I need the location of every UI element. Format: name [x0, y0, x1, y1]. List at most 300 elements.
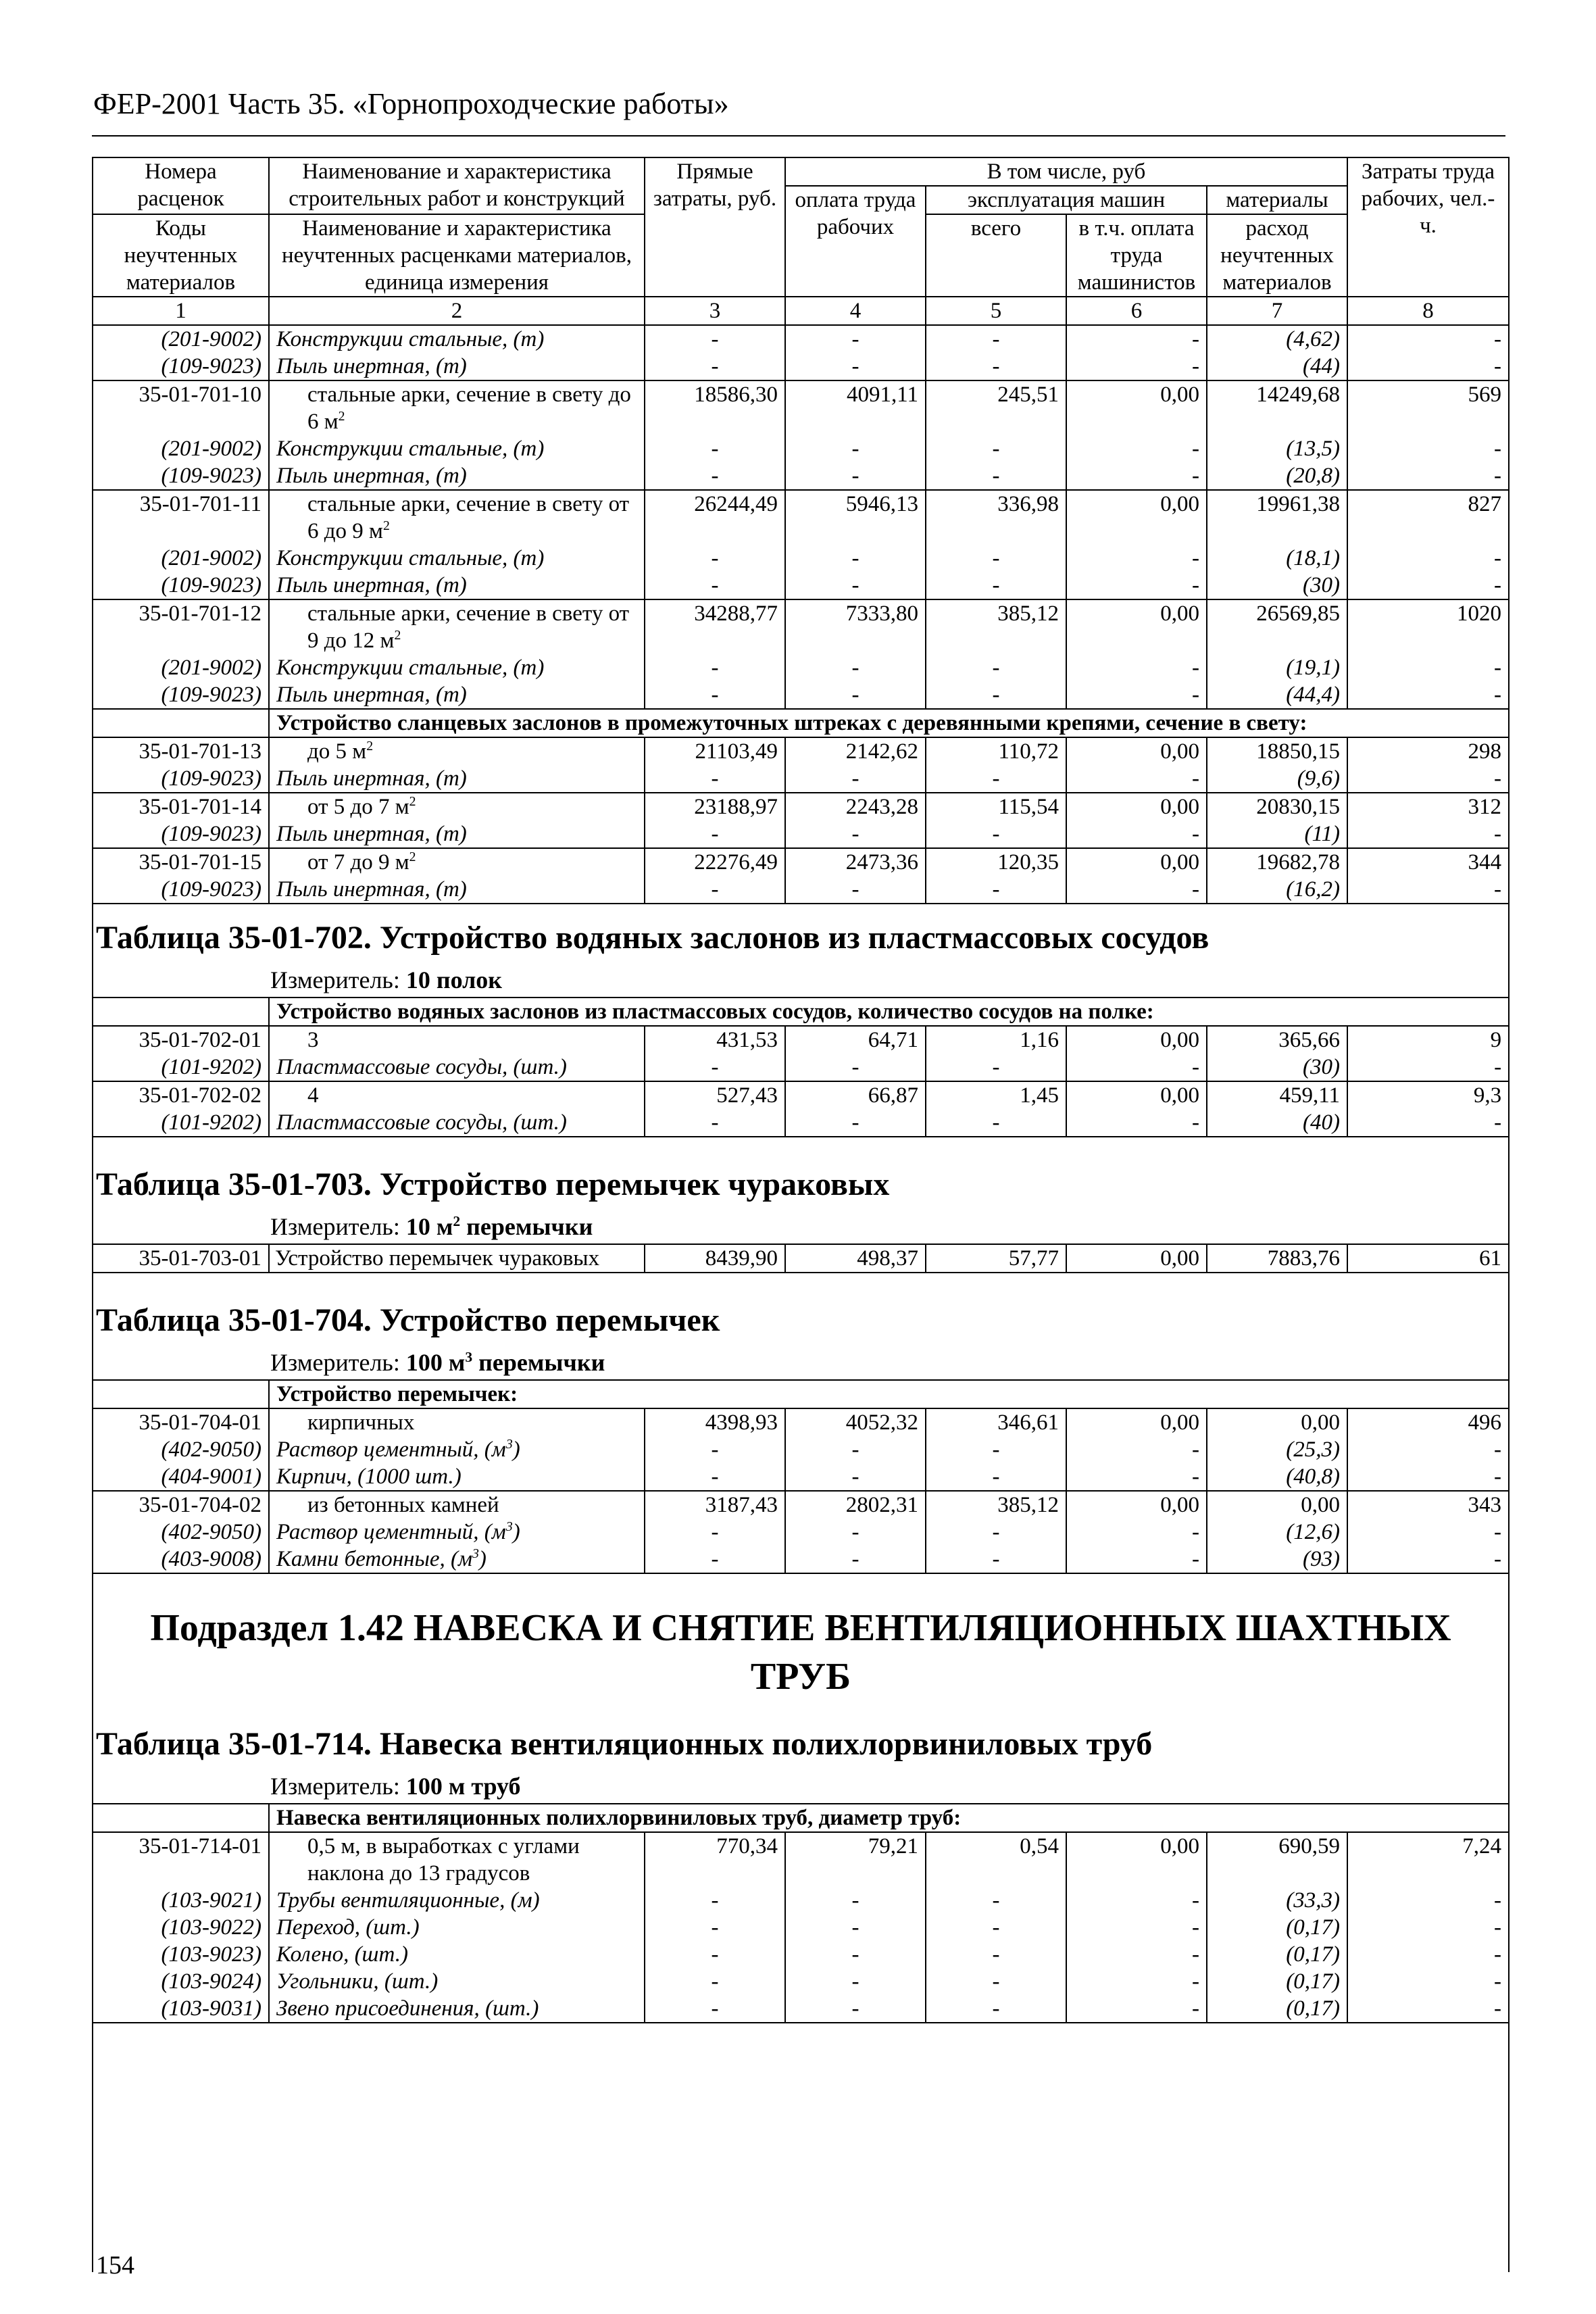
material-name-cell: Пыль инертная, (т) — [269, 353, 645, 380]
machinist-wages-cell: 0,00 — [1066, 599, 1207, 654]
labor-hours-cell: - — [1347, 462, 1508, 490]
rate-code-cell: 35-01-701-10 — [93, 380, 269, 435]
machines-total-cell: - — [926, 1968, 1066, 1995]
wages-cell: 79,21 — [785, 1832, 926, 1887]
machinist-wages-cell: - — [1066, 1463, 1207, 1491]
header-work-name: Наименование и характеристика строительных работ и конструкций — [269, 157, 645, 214]
machinist-wages-cell: - — [1066, 1914, 1207, 1941]
rate-row — [93, 1244, 1508, 1273]
machinist-wages-cell: - — [1066, 1968, 1207, 1995]
material-row — [93, 572, 1508, 599]
work-name-cell: 3 — [269, 1026, 645, 1054]
labor-hours-cell: - — [1347, 435, 1508, 462]
materials-cell: (40) — [1207, 1109, 1347, 1137]
labor-hours-cell: - — [1347, 1054, 1508, 1081]
materials-cell: (93) — [1207, 1546, 1347, 1573]
column-number: 5 — [926, 297, 1066, 325]
wages-cell: - — [785, 1995, 926, 2023]
machines-total-cell: - — [926, 1941, 1066, 1968]
material-name-cell: Камни бетонные, $(м^3)$ — [269, 1546, 645, 1573]
machinist-wages-cell: 0,00 — [1066, 490, 1207, 545]
header-rule — [92, 135, 1505, 137]
machinist-wages-cell: - — [1066, 1519, 1207, 1546]
machines-total-cell: 57,77 — [926, 1244, 1066, 1273]
material-code-cell: (402-9050) — [93, 1519, 269, 1546]
materials-cell: 19682,78 — [1207, 848, 1347, 876]
direct-costs-cell: - — [645, 1109, 785, 1137]
wages-cell: - — [785, 545, 926, 572]
materials-cell: 7883,76 — [1207, 1244, 1347, 1273]
rate-code-cell: 35-01-704-01 — [93, 1408, 269, 1436]
measure-value: 100 $м^3$ перемычки — [405, 1349, 605, 1376]
materials-cell: (19,1) — [1207, 654, 1347, 681]
column-number: 7 — [1207, 297, 1347, 325]
wages-cell: 498,37 — [785, 1244, 926, 1273]
materials-cell: (30) — [1207, 1054, 1347, 1081]
rate-row — [93, 1081, 1508, 1109]
direct-costs-cell: - — [645, 325, 785, 353]
wages-cell: - — [785, 1546, 926, 1573]
measure-702 — [93, 966, 1508, 997]
direct-costs-cell: - — [645, 1546, 785, 1573]
wages-cell: - — [785, 681, 926, 709]
machines-total-cell: 115,54 — [926, 793, 1066, 820]
machines-total-cell: - — [926, 1546, 1066, 1573]
header-direct-costs: Прямые затраты, руб. — [645, 157, 785, 297]
direct-costs-cell: 527,43 — [645, 1081, 785, 1109]
machinist-wages-cell: - — [1066, 1054, 1207, 1081]
column-numbers-row — [93, 297, 1508, 325]
labor-hours-cell: 312 — [1347, 793, 1508, 820]
direct-costs-cell: - — [645, 681, 785, 709]
material-row — [93, 765, 1508, 793]
work-name-cell: стальные арки, сечение в свету от 9 до 12 $м^2$ — [269, 599, 645, 654]
machinist-wages-cell: 0,00 — [1066, 1408, 1207, 1436]
materials-cell: (11) — [1207, 820, 1347, 848]
rate-code-cell: 35-01-714-01 — [93, 1832, 269, 1887]
machines-total-cell: 1,45 — [926, 1081, 1066, 1109]
machinist-wages-cell: 0,00 — [1066, 380, 1207, 435]
header-labor: Затраты труда рабочих, чел.-ч. — [1347, 157, 1508, 297]
material-name-cell: Пыль инертная, (т) — [269, 681, 645, 709]
work-name-cell: до 5 $м^2$ — [269, 737, 645, 765]
work-name-cell: Устройство перемычек чураковых — [269, 1244, 645, 1273]
measure-value: 10 $м^2$ перемычки — [405, 1213, 593, 1240]
material-name-cell: Кирпич, (1000 шт.) — [269, 1463, 645, 1491]
work-name-cell: стальные арки, сечение в свету до 6 $м^2$ — [269, 380, 645, 435]
rate-row — [93, 793, 1508, 820]
table-title-702: Таблица 35-01-702. Устройство водяных заслонов из пластмассовых сосудов — [96, 920, 1210, 956]
direct-costs-cell: 23188,97 — [645, 793, 785, 820]
header-rate-numbers: Номера расценок — [93, 157, 269, 214]
material-name-cell: Звено присоединения, (шт.) — [269, 1995, 645, 2023]
machines-total-cell: 346,61 — [926, 1408, 1066, 1436]
material-name-cell: Раствор цементный, $(м^3)$ — [269, 1519, 645, 1546]
direct-costs-cell: - — [645, 1887, 785, 1914]
rate-row — [93, 380, 1508, 435]
group-heading-704: Устройство перемычек: — [269, 1380, 1508, 1408]
material-row — [93, 353, 1508, 380]
rates-table-714 — [93, 1803, 1508, 2023]
wages-cell: - — [785, 572, 926, 599]
machinist-wages-cell: - — [1066, 765, 1207, 793]
measure-value: 100 м труб — [405, 1773, 521, 1800]
labor-hours-cell: 343 — [1347, 1491, 1508, 1519]
machinist-wages-cell: 0,00 — [1066, 737, 1207, 765]
direct-costs-cell: - — [645, 1463, 785, 1491]
machines-total-cell: - — [926, 572, 1066, 599]
column-number: 4 — [785, 297, 926, 325]
machines-total-cell: - — [926, 1109, 1066, 1137]
labor-hours-cell: - — [1347, 1436, 1508, 1463]
material-code-cell: (103-9021) — [93, 1887, 269, 1914]
rates-table-702 — [93, 997, 1508, 1137]
labor-hours-cell: 9 — [1347, 1026, 1508, 1054]
machinist-wages-cell: - — [1066, 572, 1207, 599]
direct-costs-cell: - — [645, 765, 785, 793]
machinist-wages-cell: 0,00 — [1066, 1026, 1207, 1054]
labor-hours-cell: 9,3 — [1347, 1081, 1508, 1109]
labor-hours-cell: - — [1347, 1968, 1508, 1995]
labor-hours-cell: - — [1347, 572, 1508, 599]
section-title: Подраздел 1.42 НАВЕСКА И СНЯТИЕ ВЕНТИЛЯЦИОННЫХ ШАХТНЫХ ТРУБ — [150, 1607, 1451, 1698]
materials-cell: (25,3) — [1207, 1436, 1347, 1463]
rate-code-cell: 35-01-701-12 — [93, 599, 269, 654]
direct-costs-cell: - — [645, 1054, 785, 1081]
material-code-cell: (201-9002) — [93, 325, 269, 353]
group-heading-row — [93, 709, 1508, 737]
direct-costs-cell: - — [645, 1968, 785, 1995]
rate-row — [93, 1408, 1508, 1436]
rate-code-cell: 35-01-702-01 — [93, 1026, 269, 1054]
rate-row — [93, 848, 1508, 876]
rate-code-cell: 35-01-701-14 — [93, 793, 269, 820]
direct-costs-cell: - — [645, 435, 785, 462]
materials-cell: 690,59 — [1207, 1832, 1347, 1887]
machines-total-cell: - — [926, 1887, 1066, 1914]
materials-cell: (0,17) — [1207, 1968, 1347, 1995]
direct-costs-cell: - — [645, 1941, 785, 1968]
material-code-cell: (404-9001) — [93, 1463, 269, 1491]
machines-total-cell: - — [926, 876, 1066, 904]
materials-cell: 365,66 — [1207, 1026, 1347, 1054]
machinist-wages-cell: 0,00 — [1066, 1832, 1207, 1887]
machines-total-cell: 385,12 — [926, 1491, 1066, 1519]
machines-total-cell: - — [926, 545, 1066, 572]
material-code-cell: (109-9023) — [93, 572, 269, 599]
direct-costs-cell: 4398,93 — [645, 1408, 785, 1436]
labor-hours-cell: 1020 — [1347, 599, 1508, 654]
machinist-wages-cell: 0,00 — [1066, 793, 1207, 820]
measure-714 — [93, 1772, 1508, 1803]
material-name-cell: Пластмассовые сосуды, (шт.) — [269, 1054, 645, 1081]
column-number: 2 — [269, 297, 645, 325]
wages-cell: - — [785, 1054, 926, 1081]
material-row — [93, 1109, 1508, 1137]
direct-costs-cell: 431,53 — [645, 1026, 785, 1054]
machines-total-cell: - — [926, 325, 1066, 353]
material-row — [93, 462, 1508, 490]
material-code-cell: (109-9023) — [93, 876, 269, 904]
machines-total-cell: - — [926, 1436, 1066, 1463]
material-code-cell: (109-9023) — [93, 681, 269, 709]
wages-cell: - — [785, 325, 926, 353]
wages-cell: - — [785, 462, 926, 490]
machinist-wages-cell: - — [1066, 1887, 1207, 1914]
main-content — [92, 157, 1510, 2272]
machinist-wages-cell: - — [1066, 325, 1207, 353]
material-row — [93, 876, 1508, 904]
machines-total-cell: 336,98 — [926, 490, 1066, 545]
rate-code-cell: 35-01-701-15 — [93, 848, 269, 876]
machines-total-cell: - — [926, 1914, 1066, 1941]
machines-total-cell: 1,16 — [926, 1026, 1066, 1054]
material-code-cell: (201-9002) — [93, 545, 269, 572]
work-name-cell: 0,5 м, в выработках с углами наклона до 13 градусов — [269, 1832, 645, 1887]
machines-total-cell: - — [926, 1519, 1066, 1546]
material-name-cell: Пыль инертная, (т) — [269, 820, 645, 848]
measure-704 — [93, 1348, 1508, 1379]
labor-hours-cell: - — [1347, 353, 1508, 380]
labor-hours-cell: - — [1347, 1941, 1508, 1968]
direct-costs-cell: 22276,49 — [645, 848, 785, 876]
column-number: 3 — [645, 297, 785, 325]
rate-code-cell: 35-01-701-11 — [93, 490, 269, 545]
column-number: 8 — [1347, 297, 1508, 325]
materials-cell: (30) — [1207, 572, 1347, 599]
labor-hours-cell: - — [1347, 1519, 1508, 1546]
wages-cell: - — [785, 1914, 926, 1941]
materials-cell: 459,11 — [1207, 1081, 1347, 1109]
materials-cell: (33,3) — [1207, 1887, 1347, 1914]
wages-cell: - — [785, 1887, 926, 1914]
header-group: В том числе, руб — [785, 157, 1347, 186]
machines-total-cell: - — [926, 654, 1066, 681]
rate-row — [93, 1026, 1508, 1054]
work-name-cell: от 5 до 7 $м^2$ — [269, 793, 645, 820]
measure-703 — [93, 1212, 1508, 1244]
material-code-cell: (103-9023) — [93, 1941, 269, 1968]
header-material-consumption: расход неучтенных материалов — [1207, 214, 1347, 297]
direct-costs-cell: - — [645, 654, 785, 681]
materials-cell: (12,6) — [1207, 1519, 1347, 1546]
labor-hours-cell: 344 — [1347, 848, 1508, 876]
labor-hours-cell: - — [1347, 765, 1508, 793]
material-code-cell: (103-9022) — [93, 1914, 269, 1941]
machinist-wages-cell: - — [1066, 1995, 1207, 2023]
material-name-cell: Колено, (шт.) — [269, 1941, 645, 1968]
rate-code-cell: 35-01-702-02 — [93, 1081, 269, 1109]
machines-total-cell: - — [926, 353, 1066, 380]
materials-cell: 20830,15 — [1207, 793, 1347, 820]
materials-cell: (4,62) — [1207, 325, 1347, 353]
machines-total-cell: - — [926, 681, 1066, 709]
material-row — [93, 1914, 1508, 1941]
work-name-cell: 4 — [269, 1081, 645, 1109]
materials-cell: (16,2) — [1207, 876, 1347, 904]
measure-label: Измеритель: — [270, 1213, 400, 1240]
header-material-names: Наименование и характеристика неучтенных расценками материалов, единица измерения — [269, 214, 645, 297]
material-name-cell: Раствор цементный, $(м^3)$ — [269, 1436, 645, 1463]
header-material-codes: Коды неучтенных материалов — [93, 214, 269, 297]
labor-hours-cell: - — [1347, 1463, 1508, 1491]
work-name-cell: из бетонных камней — [269, 1491, 645, 1519]
machinist-wages-cell: - — [1066, 545, 1207, 572]
machinist-wages-cell: - — [1066, 1436, 1207, 1463]
materials-cell: (40,8) — [1207, 1463, 1347, 1491]
material-code-cell: (103-9024) — [93, 1968, 269, 1995]
material-row — [93, 820, 1508, 848]
material-name-cell: Конструкции стальные, (т) — [269, 435, 645, 462]
material-name-cell: Конструкции стальные, (т) — [269, 325, 645, 353]
wages-cell: - — [785, 654, 926, 681]
table-title-704: Таблица 35-01-704. Устройство перемычек — [96, 1302, 720, 1338]
rate-row — [93, 490, 1508, 545]
header-materials: материалы — [1207, 186, 1347, 214]
machinist-wages-cell: - — [1066, 462, 1207, 490]
material-name-cell: Конструкции стальные, (т) — [269, 545, 645, 572]
machines-total-cell: 120,35 — [926, 848, 1066, 876]
machinist-wages-cell: - — [1066, 654, 1207, 681]
material-name-cell: Пыль инертная, (т) — [269, 462, 645, 490]
labor-hours-cell: - — [1347, 1546, 1508, 1573]
measure-label: Измеритель: — [270, 966, 400, 993]
labor-hours-cell: - — [1347, 681, 1508, 709]
direct-costs-cell: - — [645, 1436, 785, 1463]
material-row — [93, 1995, 1508, 2023]
group-heading-714: Навеска вентиляционных полихлорвиниловых труб, диаметр труб: — [269, 1804, 1508, 1832]
rates-table-704 — [93, 1379, 1508, 1574]
machinist-wages-cell: - — [1066, 820, 1207, 848]
material-code-cell: (103-9031) — [93, 1995, 269, 2023]
material-name-cell: Угольники, (шт.) — [269, 1968, 645, 1995]
labor-hours-cell: - — [1347, 654, 1508, 681]
table-title-703: Таблица 35-01-703. Устройство перемычек чураковых — [96, 1166, 890, 1202]
wages-cell: - — [785, 1941, 926, 1968]
header-machinist-wages: в т.ч. оплата труда машинистов — [1066, 214, 1207, 297]
machinist-wages-cell: 0,00 — [1066, 848, 1207, 876]
group-heading-702: Устройство водяных заслонов из пластмассовых сосудов, количество сосудов на полке: — [269, 998, 1508, 1026]
wages-cell: - — [785, 353, 926, 380]
machinist-wages-cell: - — [1066, 1941, 1207, 1968]
material-row — [93, 1463, 1508, 1491]
material-code-cell: (101-9202) — [93, 1109, 269, 1137]
material-code-cell: (109-9023) — [93, 353, 269, 380]
machines-total-cell: 110,72 — [926, 737, 1066, 765]
machines-total-cell: - — [926, 1995, 1066, 2023]
wages-cell: 5946,13 — [785, 490, 926, 545]
direct-costs-cell: 8439,90 — [645, 1244, 785, 1273]
direct-costs-cell: - — [645, 1519, 785, 1546]
wages-cell: - — [785, 876, 926, 904]
machines-total-cell: 385,12 — [926, 599, 1066, 654]
rates-table-701 — [93, 157, 1508, 904]
wages-cell: 2802,31 — [785, 1491, 926, 1519]
labor-hours-cell: 569 — [1347, 380, 1508, 435]
rate-row — [93, 599, 1508, 654]
rate-row — [93, 1832, 1508, 1887]
material-code-cell: (201-9002) — [93, 654, 269, 681]
labor-hours-cell: - — [1347, 1887, 1508, 1914]
material-code-cell: (109-9023) — [93, 462, 269, 490]
direct-costs-cell: - — [645, 820, 785, 848]
machinist-wages-cell: 0,00 — [1066, 1491, 1207, 1519]
labor-hours-cell: 61 — [1347, 1244, 1508, 1273]
machines-total-cell: - — [926, 765, 1066, 793]
direct-costs-cell: - — [645, 876, 785, 904]
labor-hours-cell: - — [1347, 1995, 1508, 2023]
materials-cell: (9,6) — [1207, 765, 1347, 793]
direct-costs-cell: 3187,43 — [645, 1491, 785, 1519]
wages-cell: 2473,36 — [785, 848, 926, 876]
material-row — [93, 1054, 1508, 1081]
wages-cell: - — [785, 1968, 926, 1995]
header-machines: эксплуатация машин — [926, 186, 1207, 214]
materials-cell: (0,17) — [1207, 1995, 1347, 2023]
wages-cell: 66,87 — [785, 1081, 926, 1109]
material-code-cell: (402-9050) — [93, 1436, 269, 1463]
direct-costs-cell: 34288,77 — [645, 599, 785, 654]
page-number: 154 — [96, 2251, 134, 2280]
wages-cell: 4091,11 — [785, 380, 926, 435]
labor-hours-cell: - — [1347, 820, 1508, 848]
machines-total-cell: 0,54 — [926, 1832, 1066, 1887]
wages-cell: - — [785, 1519, 926, 1546]
wages-cell: 7333,80 — [785, 599, 926, 654]
wages-cell: - — [785, 820, 926, 848]
labor-hours-cell: - — [1347, 325, 1508, 353]
direct-costs-cell: 21103,49 — [645, 737, 785, 765]
direct-costs-cell: - — [645, 1914, 785, 1941]
labor-hours-cell: 496 — [1347, 1408, 1508, 1436]
direct-costs-cell: 26244,49 — [645, 490, 785, 545]
direct-costs-cell: 770,34 — [645, 1832, 785, 1887]
material-row — [93, 1546, 1508, 1573]
work-name-cell: от 7 до 9 $м^2$ — [269, 848, 645, 876]
materials-cell: 19961,38 — [1207, 490, 1347, 545]
machines-total-cell: - — [926, 462, 1066, 490]
header-machines-total: всего — [926, 214, 1066, 297]
material-code-cell: (101-9202) — [93, 1054, 269, 1081]
rate-row — [93, 1491, 1508, 1519]
material-row — [93, 1519, 1508, 1546]
materials-cell: (13,5) — [1207, 435, 1347, 462]
column-number: 6 — [1066, 297, 1207, 325]
rate-row — [93, 737, 1508, 765]
direct-costs-cell: - — [645, 353, 785, 380]
materials-cell: (20,8) — [1207, 462, 1347, 490]
labor-hours-cell: 827 — [1347, 490, 1508, 545]
machines-total-cell: - — [926, 435, 1066, 462]
measure-value: 10 полок — [405, 966, 503, 993]
machinist-wages-cell: 0,00 — [1066, 1081, 1207, 1109]
work-name-cell: кирпичных — [269, 1408, 645, 1436]
machines-total-cell: - — [926, 1463, 1066, 1491]
column-number: 1 — [93, 297, 269, 325]
machinist-wages-cell: - — [1066, 353, 1207, 380]
labor-hours-cell: 7,24 — [1347, 1832, 1508, 1887]
materials-cell: 26569,85 — [1207, 599, 1347, 654]
direct-costs-cell: - — [645, 545, 785, 572]
wages-cell: - — [785, 1436, 926, 1463]
material-row — [93, 325, 1508, 353]
material-code-cell: (201-9002) — [93, 435, 269, 462]
material-row — [93, 545, 1508, 572]
work-name-cell: стальные арки, сечение в свету от 6 до 9 $м^2$ — [269, 490, 645, 545]
direct-costs-cell: - — [645, 572, 785, 599]
labor-hours-cell: - — [1347, 876, 1508, 904]
measure-label: Измеритель: — [270, 1349, 400, 1376]
